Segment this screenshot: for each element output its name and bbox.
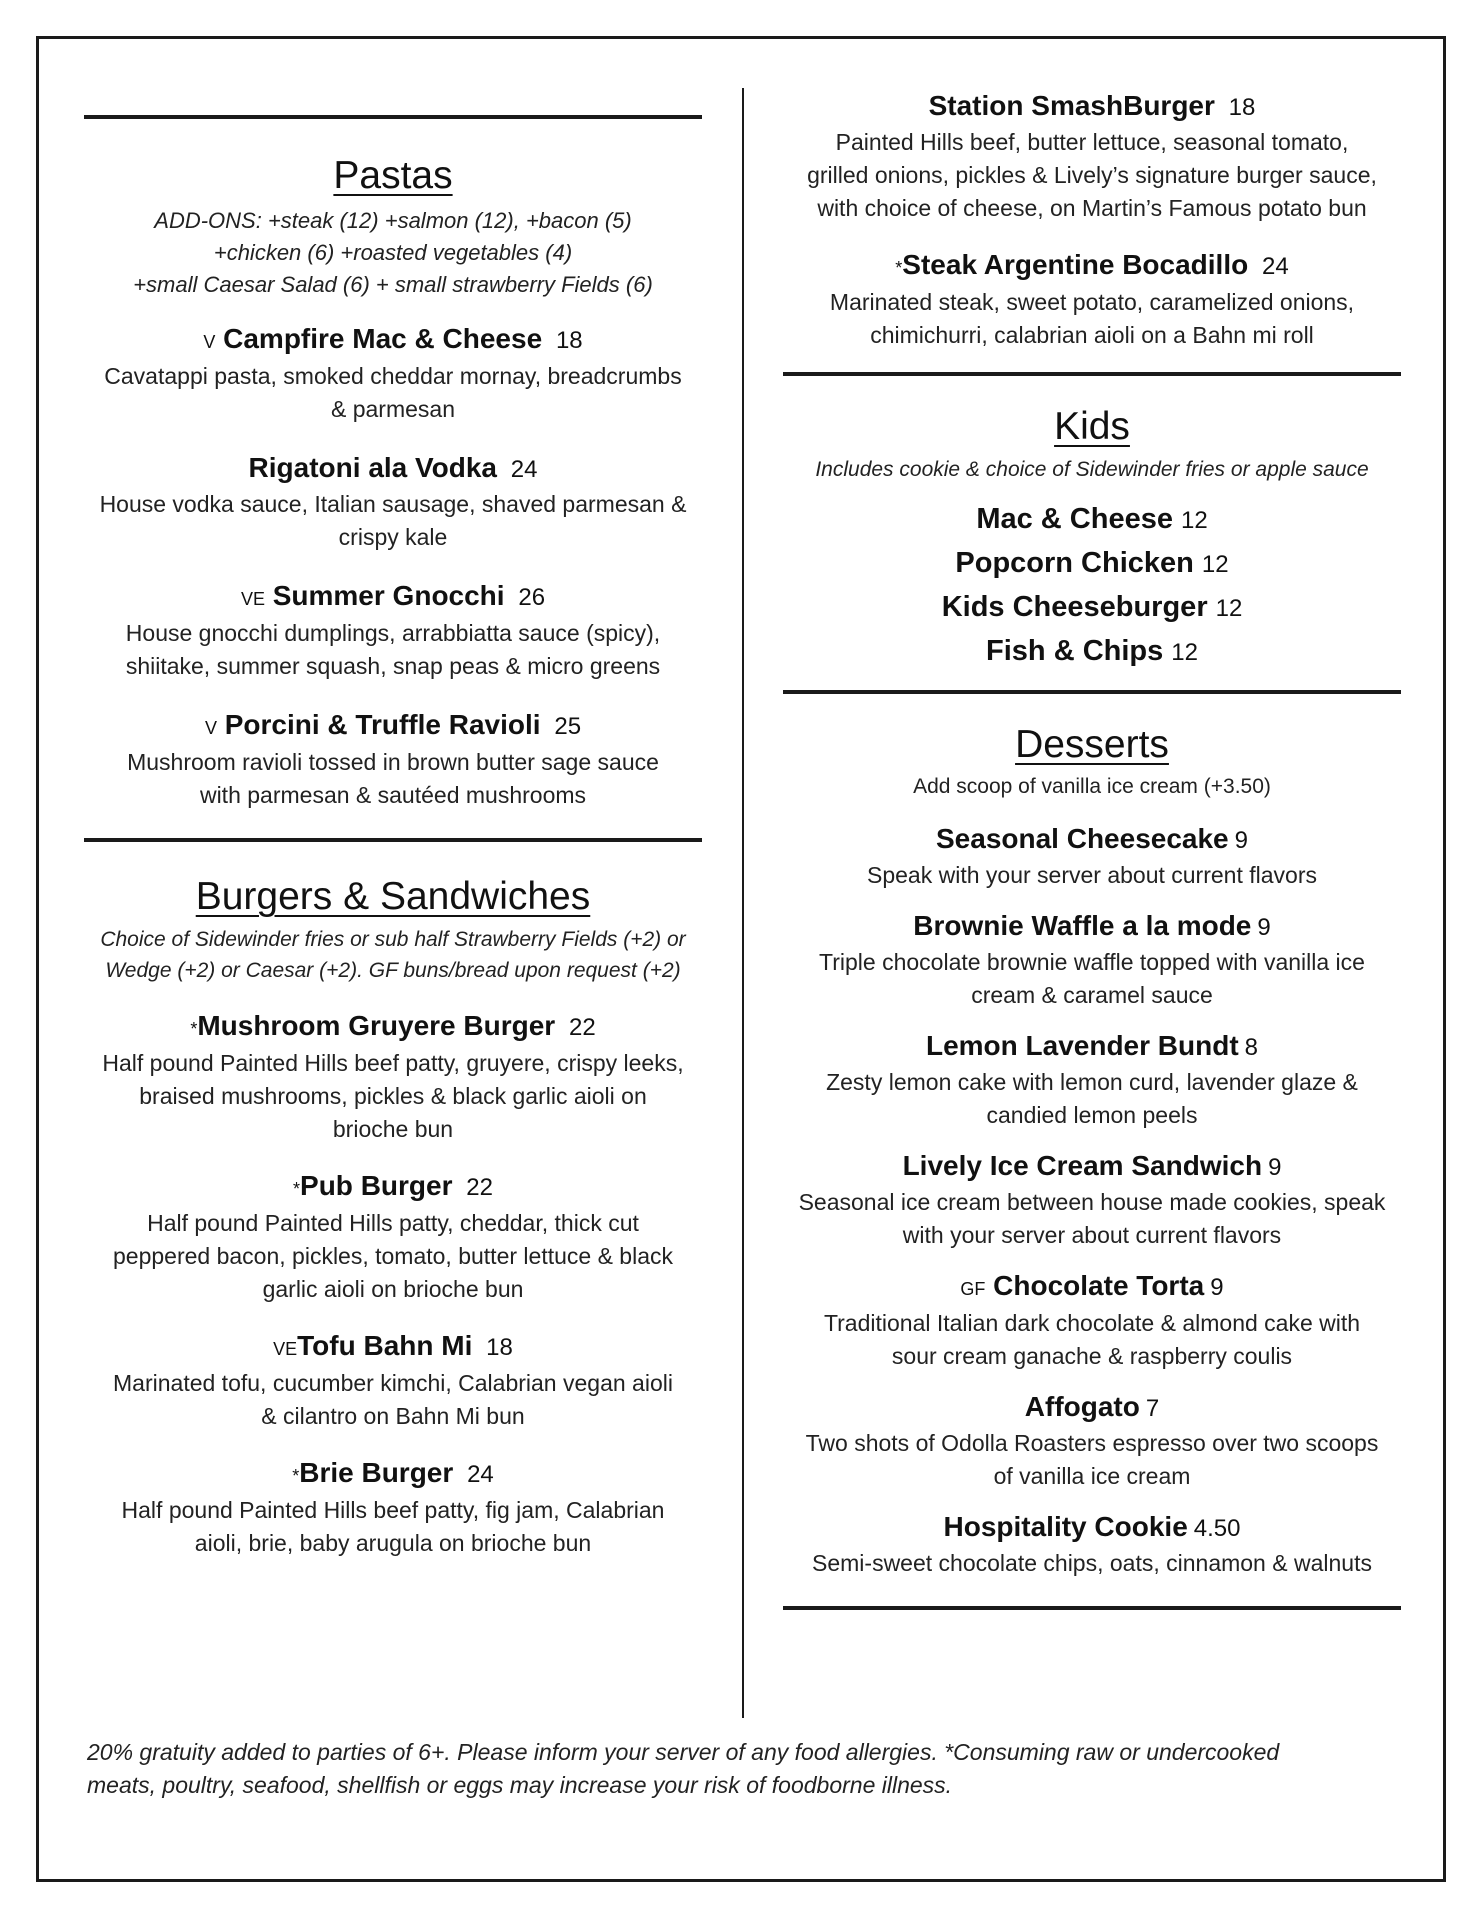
desc-line: candied lemon peels xyxy=(986,1102,1198,1128)
menu-item xyxy=(783,88,1401,225)
item-description xyxy=(84,1047,702,1146)
item-price: 25 xyxy=(554,713,582,740)
menu-item xyxy=(84,1328,702,1433)
item-price: 8 xyxy=(1244,1034,1259,1061)
item-description xyxy=(783,946,1401,1012)
item-name: Campfire Mac & Cheese xyxy=(223,323,543,354)
item-name: Fish & Chips xyxy=(986,635,1164,667)
section-rule xyxy=(84,115,702,119)
item-price: 9 xyxy=(1257,914,1271,941)
item-name: Lively Ice Cream Sandwich xyxy=(902,1150,1263,1181)
desc-line: Mushroom ravioli tossed in brown butter sage sauce xyxy=(127,749,659,775)
item-description xyxy=(84,1207,702,1306)
item-header xyxy=(783,88,1401,126)
item-header xyxy=(783,1509,1401,1547)
section-title: Pastas xyxy=(333,154,453,197)
diet-tag: VE xyxy=(273,1339,298,1359)
desc-line: Semi-sweet chocolate chips, oats, cinnamon & walnuts xyxy=(812,1550,1372,1576)
diet-tag: GF xyxy=(960,1279,986,1299)
diet-tag: * xyxy=(293,1179,301,1199)
item-header xyxy=(84,578,702,617)
item-description xyxy=(783,859,1401,892)
item-price: 22 xyxy=(568,1014,596,1041)
kids-list xyxy=(783,498,1401,674)
item-description xyxy=(783,1186,1401,1252)
section-note: Add scoop of vanilla ice cream (+3.50) xyxy=(913,775,1271,798)
burgers-section xyxy=(84,874,702,1560)
item-name: Pub Burger xyxy=(300,1170,453,1201)
item-price: 9 xyxy=(1210,1274,1224,1301)
item-name: Brownie Waffle a la mode xyxy=(913,910,1252,941)
item-price: 24 xyxy=(467,1461,494,1488)
menu-item xyxy=(84,1455,702,1560)
desc-line: Half pound Painted Hills beef patty, gruyere, crispy leeks, xyxy=(102,1050,684,1076)
item-price: 12 xyxy=(1180,507,1208,534)
desc-line: Triple chocolate brownie waffle topped with vanilla ice xyxy=(819,949,1365,975)
menu-item xyxy=(84,321,702,426)
item-name: Lemon Lavender Bundt xyxy=(925,1030,1239,1061)
footer-disclaimer xyxy=(87,1736,1407,1802)
item-name: Kids Cheeseburger xyxy=(941,591,1208,623)
section-note xyxy=(84,924,702,986)
diet-tag: VE xyxy=(240,589,265,609)
item-description xyxy=(84,1367,702,1433)
desc-line: Seasonal ice cream between house made cookies, speak xyxy=(798,1189,1386,1215)
section-rule xyxy=(783,372,1401,376)
desc-line: Zesty lemon cake with lemon curd, lavender glaze & xyxy=(826,1069,1358,1095)
item-name: Popcorn Chicken xyxy=(955,547,1194,579)
section-rule xyxy=(783,690,1401,694)
diet-tag: * xyxy=(190,1019,198,1039)
section-note: Includes cookie & choice of Sidewinder fries or apple sauce xyxy=(815,458,1369,481)
item-header xyxy=(783,1028,1401,1066)
desc-line: grilled onions, pickles & Lively’s signature burger sauce, xyxy=(807,162,1377,188)
note-line: Wedge (+2) or Caesar (+2). GF buns/bread upon request (+2) xyxy=(105,959,681,982)
desc-line: of vanilla ice cream xyxy=(993,1463,1191,1489)
desc-line: & parmesan xyxy=(330,396,455,422)
right-column xyxy=(783,88,1401,1610)
desc-line: braised mushrooms, pickles & black garlic aioli on xyxy=(139,1083,647,1109)
menu-item xyxy=(84,450,702,554)
item-name: Tofu Bahn Mi xyxy=(297,1330,473,1361)
item-name: Hospitality Cookie xyxy=(943,1511,1188,1542)
desc-line: crispy kale xyxy=(338,524,448,550)
item-price: 18 xyxy=(555,327,583,354)
kids-section xyxy=(783,404,1401,674)
desc-line: House gnocchi dumplings, arrabbiatta sauce (spicy), xyxy=(125,620,661,646)
item-name: Porcini & Truffle Ravioli xyxy=(224,709,541,740)
menu-item xyxy=(84,578,702,683)
menu-item xyxy=(783,1389,1401,1493)
kids-item xyxy=(783,586,1401,630)
diet-tag: * xyxy=(895,258,903,278)
item-name: Station SmashBurger xyxy=(928,90,1215,121)
desserts-section xyxy=(783,722,1401,1580)
item-description xyxy=(84,617,702,683)
desc-line: chimichurri, calabrian aioli on a Bahn mi roll xyxy=(870,322,1314,348)
note-line: +chicken (6) +roasted vegetables (4) xyxy=(213,240,573,265)
note-line: +small Caesar Salad (6) + small strawberry Fields (6) xyxy=(133,272,653,297)
diet-tag: V xyxy=(204,718,217,738)
item-price: 24 xyxy=(510,456,538,483)
item-name: Mushroom Gruyere Burger xyxy=(197,1010,556,1041)
section-rule xyxy=(783,1606,1401,1610)
menu-item xyxy=(84,1008,702,1146)
item-price: 18 xyxy=(1228,94,1256,121)
left-column xyxy=(84,115,702,1560)
menu-item xyxy=(783,1268,1401,1373)
section-note xyxy=(84,205,702,301)
desc-line: Half pound Painted Hills patty, cheddar, thick cut xyxy=(147,1210,639,1236)
item-price: 24 xyxy=(1262,253,1289,280)
item-price: 26 xyxy=(518,584,546,611)
desc-line: Two shots of Odolla Roasters espresso over two scoops xyxy=(805,1430,1379,1456)
menu-item xyxy=(783,247,1401,352)
item-name: Seasonal Cheesecake xyxy=(936,823,1229,854)
desc-line: shiitake, summer squash, snap peas & micro greens xyxy=(125,653,661,679)
item-header xyxy=(84,1008,702,1047)
item-price: 4.50 xyxy=(1193,1515,1241,1542)
desc-line: sour cream ganache & raspberry coulis xyxy=(891,1343,1293,1369)
item-description xyxy=(783,126,1401,225)
item-description xyxy=(783,1066,1401,1132)
section-title: Kids xyxy=(1054,405,1130,448)
item-name: Steak Argentine Bocadillo xyxy=(902,249,1249,280)
diet-tag: V xyxy=(203,332,216,352)
note-line: ADD-ONS: +steak (12) +salmon (12), +bacon (5) xyxy=(154,208,632,233)
desc-line: Cavatappi pasta, smoked cheddar mornay, breadcrumbs xyxy=(104,363,682,389)
item-price: 7 xyxy=(1145,1395,1160,1422)
diet-tag: * xyxy=(292,1466,300,1486)
kids-item xyxy=(783,542,1401,586)
pastas-section xyxy=(84,153,702,812)
item-header xyxy=(84,450,702,488)
desc-line: Half pound Painted Hills beef patty, fig jam, Calabrian xyxy=(121,1497,665,1523)
item-price: 12 xyxy=(1201,551,1229,578)
item-header xyxy=(84,707,702,746)
menu-item xyxy=(783,1509,1401,1580)
item-header xyxy=(783,1268,1401,1307)
item-name: Mac & Cheese xyxy=(976,503,1173,535)
kids-item xyxy=(783,630,1401,674)
item-description xyxy=(783,1547,1401,1580)
desc-line: with parmesan & sautéed mushrooms xyxy=(199,782,587,808)
section-title: Desserts xyxy=(1015,723,1169,766)
item-header xyxy=(783,1148,1401,1186)
item-description xyxy=(84,1494,702,1560)
item-name: Rigatoni ala Vodka xyxy=(248,452,497,483)
item-header xyxy=(783,821,1401,859)
menu-item xyxy=(783,1028,1401,1132)
footer-line: meats, poultry, seafood, shellfish or eggs may increase your risk of foodborne illness. xyxy=(87,1772,953,1798)
item-name: Affogato xyxy=(1024,1391,1140,1422)
item-description xyxy=(783,286,1401,352)
item-header xyxy=(783,1389,1401,1427)
footer-line: 20% gratuity added to parties of 6+. Please inform your server of any food allergies. *Consuming raw or undercooked xyxy=(87,1739,1280,1765)
desc-line: Marinated tofu, cucumber kimchi, Calabrian vegan aioli xyxy=(113,1370,673,1396)
item-description xyxy=(84,360,702,426)
menu-item xyxy=(783,1148,1401,1252)
item-header xyxy=(84,1168,702,1207)
desc-line: brioche bun xyxy=(332,1116,454,1142)
menu-item xyxy=(783,908,1401,1012)
section-title: Burgers & Sandwiches xyxy=(195,875,591,918)
item-header xyxy=(84,321,702,360)
item-description xyxy=(84,488,702,554)
item-name: Chocolate Torta xyxy=(993,1270,1205,1301)
column-divider xyxy=(742,88,744,1718)
item-header xyxy=(783,247,1401,286)
kids-item xyxy=(783,498,1401,542)
item-price: 22 xyxy=(466,1174,493,1201)
note-line: Choice of Sidewinder fries or sub half Strawberry Fields (+2) or xyxy=(100,928,686,951)
desc-line: with choice of cheese, on Martin’s Famous potato bun xyxy=(817,195,1367,221)
menu-item xyxy=(84,1168,702,1306)
item-price: 18 xyxy=(486,1334,513,1361)
item-description xyxy=(84,746,702,812)
item-header xyxy=(783,908,1401,946)
sandwiches-continued xyxy=(783,88,1401,352)
item-description xyxy=(783,1427,1401,1493)
item-name: Summer Gnocchi xyxy=(272,580,505,611)
item-price: 9 xyxy=(1234,827,1248,854)
menu-item xyxy=(783,821,1401,892)
desc-line: garlic aioli on brioche bun xyxy=(262,1276,524,1302)
desc-line: & cilantro on Bahn Mi bun xyxy=(261,1403,525,1429)
desc-line: Painted Hills beef, butter lettuce, seasonal tomato, xyxy=(835,129,1349,155)
desc-line: Speak with your server about current flavors xyxy=(867,862,1317,888)
desc-line: Traditional Italian dark chocolate & almond cake with xyxy=(823,1310,1361,1336)
section-rule xyxy=(84,838,702,842)
menu-item xyxy=(84,707,702,812)
desc-line: peppered bacon, pickles, tomato, butter lettuce & black xyxy=(113,1243,673,1269)
item-price: 12 xyxy=(1215,595,1243,622)
item-description xyxy=(783,1307,1401,1373)
item-price: 9 xyxy=(1268,1154,1282,1181)
desc-line: with your server about current flavors xyxy=(902,1222,1282,1248)
desc-line: Marinated steak, sweet potato, caramelized onions, xyxy=(829,289,1355,315)
item-header xyxy=(84,1455,702,1494)
item-name: Brie Burger xyxy=(299,1457,454,1488)
desc-line: House vodka sauce, Italian sausage, shaved parmesan & xyxy=(99,491,687,517)
desc-line: aioli, brie, baby arugula on brioche bun xyxy=(194,1530,592,1556)
desc-line: cream & caramel sauce xyxy=(971,982,1213,1008)
item-header xyxy=(84,1328,702,1367)
item-price: 12 xyxy=(1171,639,1198,666)
